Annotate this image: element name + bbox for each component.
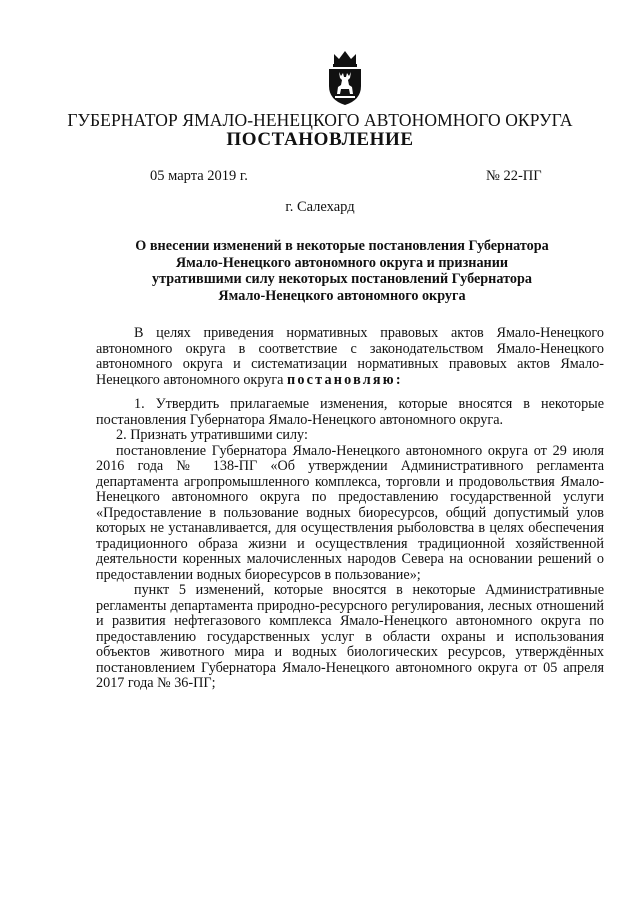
document-number: № 22-ПГ [486, 168, 542, 184]
decree-word: постановляю: [286, 371, 403, 388]
coat-of-arms-icon [326, 50, 364, 106]
preamble [96, 326, 604, 388]
document-title [100, 238, 584, 304]
decree-items [96, 397, 604, 692]
document-city: г. Салехард [285, 199, 355, 215]
item-2-subitem-2: пункт 5 изменений, которые вносятся в некоторые Административные регламенты департамента природно-ресурсного регулирования, лесных отношений и развития нефтегазового комплекса Ямало-Ненецкого автономного округа по предоставлению государственных услуг в области охраны и использования объектов животного мира и водных биологических ресурсов, утверждённых постановлением Губернатора Ямало-Ненецкого автономного округа от 05 апреля 2017 года № 36-ПГ; [96, 582, 604, 691]
document-date: 05 марта 2019 г. [150, 168, 248, 184]
item-2-subitem-1: постановление Губернатора Ямало-Ненецкого автономного округа от 29 июля 2016 года № 138-ПГ «Об утверждении Административного регламента департамента агропромышленного комплекса, торговли и продовольствия Ямало-Ненецкого автономного округа по предоставлению государственной услуги «Предоставление в пользование водных биоресурсов, общий допустимый улов которых не устанавливается, для осуществления рыболовства в целях обеспечения традиционного образа жизни и осуществления традиционной хозяйственной деятельности коренных малочисленных народов Севера на основании решений о предоставлении водных биоресурсов в пользование»; [96, 442, 604, 583]
issuing-authority: ГУБЕРНАТОР ЯМАЛО-НЕНЕЦКОГО АВТОНОМНОГО ОКРУГА [67, 110, 573, 130]
preamble-text: В целях приведения нормативных правовых актов Ямало-Ненецкого автономного округа в соответствие с законодательством Ямало-Ненецкого автономного округа и систематизации нормативных правовых актов Ямало-Ненецкого автономного округа [96, 325, 604, 388]
document-type: ПОСТАНОВЛЕНИЕ [226, 129, 414, 150]
title-line: О внесении изменений в некоторые постановления Губернатора [135, 238, 549, 254]
title-line: Ямало-Ненецкого автономного округа и признании [175, 254, 509, 271]
item-1: 1. Утвердить прилагаемые изменения, которые вносятся в некоторые постановления Губернатора Ямало-Ненецкого автономного округа. [96, 396, 604, 428]
item-2: 2. Признать утратившими силу: [116, 427, 308, 443]
title-line: Ямало-Ненецкого автономного округа [218, 287, 466, 304]
title-line: утратившими силу некоторых постановлений Губернатора [152, 271, 532, 288]
